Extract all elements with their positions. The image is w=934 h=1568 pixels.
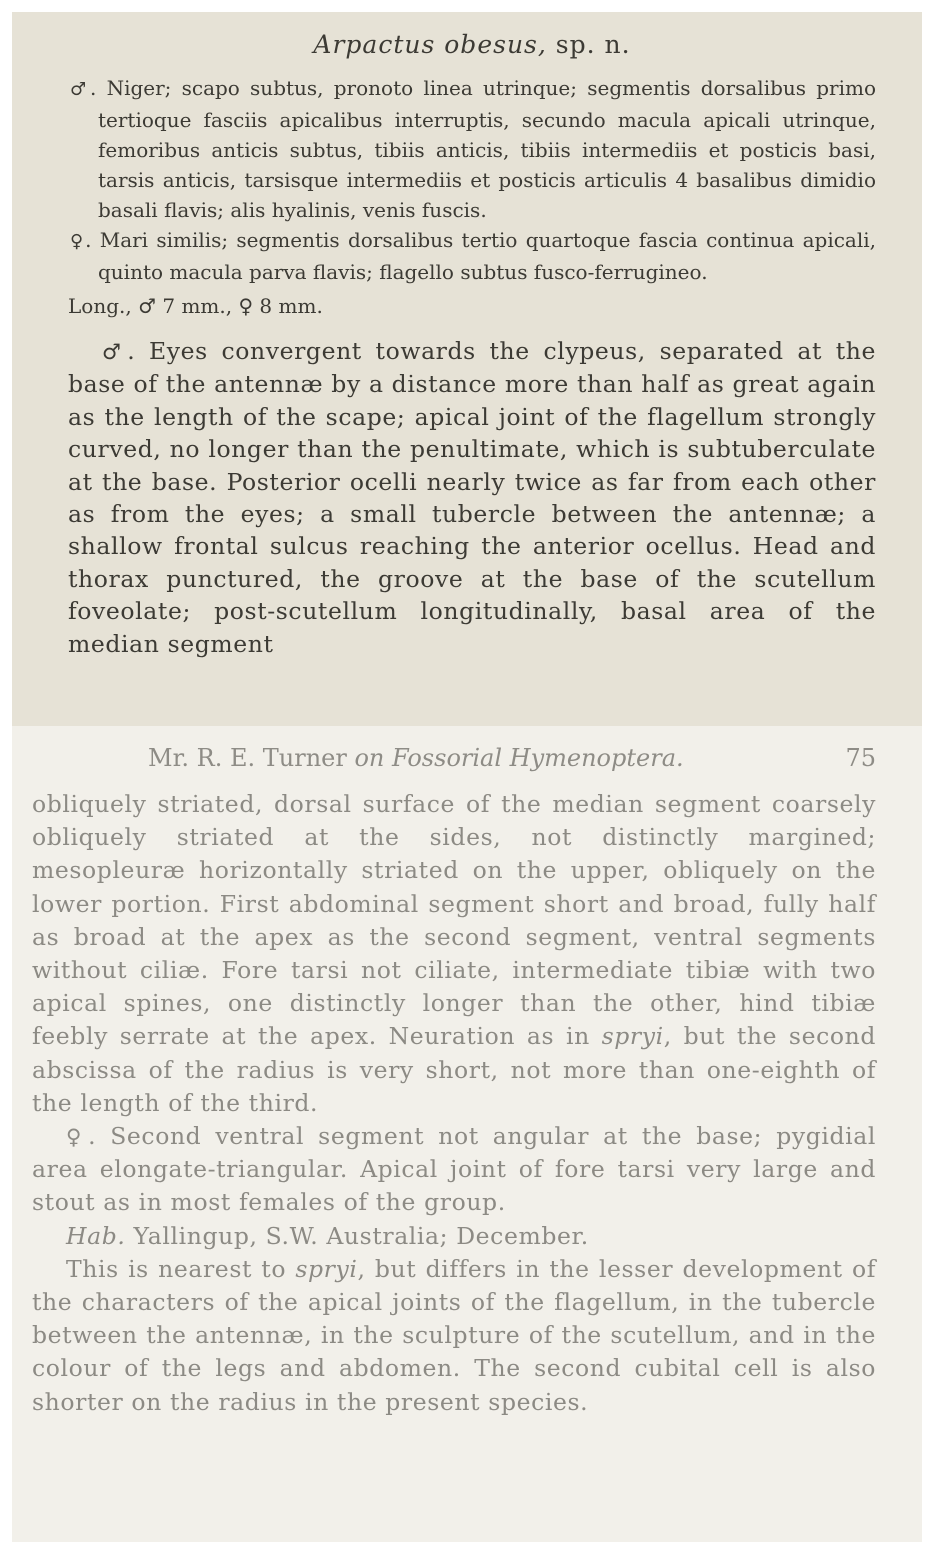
running-head-author: Mr. R. E. Turner [148, 744, 355, 772]
male-description-text: . Eyes convergent towards the clypeus, separated at the base of the antennæ by a distance more than half as great again as the length of the scape; apical joint of the flagellum strongly curved, no longer than the penultimate, which is subtuberculate at the base. Posterior ocelli nearly twice as far from each other as from the eyes; a small tubercle between the antennæ; a shallow frontal sulcus reaching the anterior ocellus. Head and thorax punctured, the groove at the base of the scutellum foveolate; post-scutellum longitudinally, basal area of the median segment [68, 337, 876, 658]
female-latin-text: . Mari similis; segmentis dorsalibus tertio quartoque fascia continua apicali, quinto macula parva flavis; flagello subtus fusco-ferrugineo. [85, 228, 876, 284]
running-head [32, 744, 876, 772]
note-text-1: This is nearest to [66, 1254, 296, 1283]
note-species-reference: spryi [295, 1254, 358, 1283]
habitat-line [32, 1220, 876, 1253]
comparison-note [32, 1253, 876, 1419]
male-description-continued [32, 788, 876, 1120]
species-name: Arpactus obesus, [313, 30, 547, 59]
note-text-2: , but differs in the lesser development of the characters of the apical joints of the flagellum, in the tubercle between the antennæ, in the sculpture of the scutellum, and in the colour of the legs and abdomen. The second cubital cell is also shorter on the radius in the present species. [32, 1254, 877, 1416]
female-latin-diagnosis [68, 225, 876, 287]
female-description [32, 1120, 876, 1220]
page-number: 75 [845, 744, 876, 772]
running-head-subject: on Fossorial Hymenoptera. [354, 744, 684, 772]
male-symbol: ♂ [70, 79, 90, 100]
species-suffix: sp. n. [546, 30, 631, 59]
species-reference: spryi [601, 1022, 664, 1051]
male-latin-text: . Niger; scapo subtus, pronoto linea utrinque; segmentis dorsalibus primo tertioque fasciis apicalibus interruptis, secundo macula apicali utrinque, femoribus anticis subtus, tibiis anticis, tibiis intermediis et posticis basi, tarsis anticis, tarsisque intermediis et posticis articulis 4 basalibus dimidio basali flavis; alis hyalinis, venis fuscis. [90, 76, 877, 222]
male-desc-symbol: ♂ [102, 339, 128, 364]
running-head-title [148, 744, 684, 772]
male-latin-diagnosis [68, 73, 876, 225]
habitat-label: Hab. [66, 1221, 126, 1250]
length-line: Long., ♂ 7 mm., ♀ 8 mm. [68, 294, 323, 318]
lower-scan-region [12, 726, 922, 1542]
continuation-text-2: , but the second abscissa of the radius is very short, not more than one-eighth of the length of the third. [32, 1022, 876, 1117]
male-description [68, 335, 876, 660]
habitat-text: Yallingup, S.W. Australia; December. [125, 1221, 589, 1250]
female-desc-symbol: ♀ [66, 1124, 89, 1150]
upper-scan-region [12, 12, 922, 726]
female-symbol: ♀ [70, 231, 86, 252]
species-title [68, 30, 876, 59]
female-description-text: . Second ventral segment not angular at the base; pygidial area elongate-triangular. Apical joint of fore tarsi very large and stout as in most females of the group. [32, 1122, 876, 1217]
continuation-text-1: obliquely striated, dorsal surface of the median segment coarsely obliquely striated at the sides, not distinctly margined; mesopleuræ horizontally striated on the upper, obliquely on the lower portion. First abdominal segment short and broad, fully half as broad at the apex as the second segment, ventral segments without ciliæ. Fore tarsi not ciliate, intermediate tibiæ with two apical spines, one distinctly longer than the other, hind tibiæ feebly serrate at the apex. Neuration as in [32, 790, 876, 1051]
